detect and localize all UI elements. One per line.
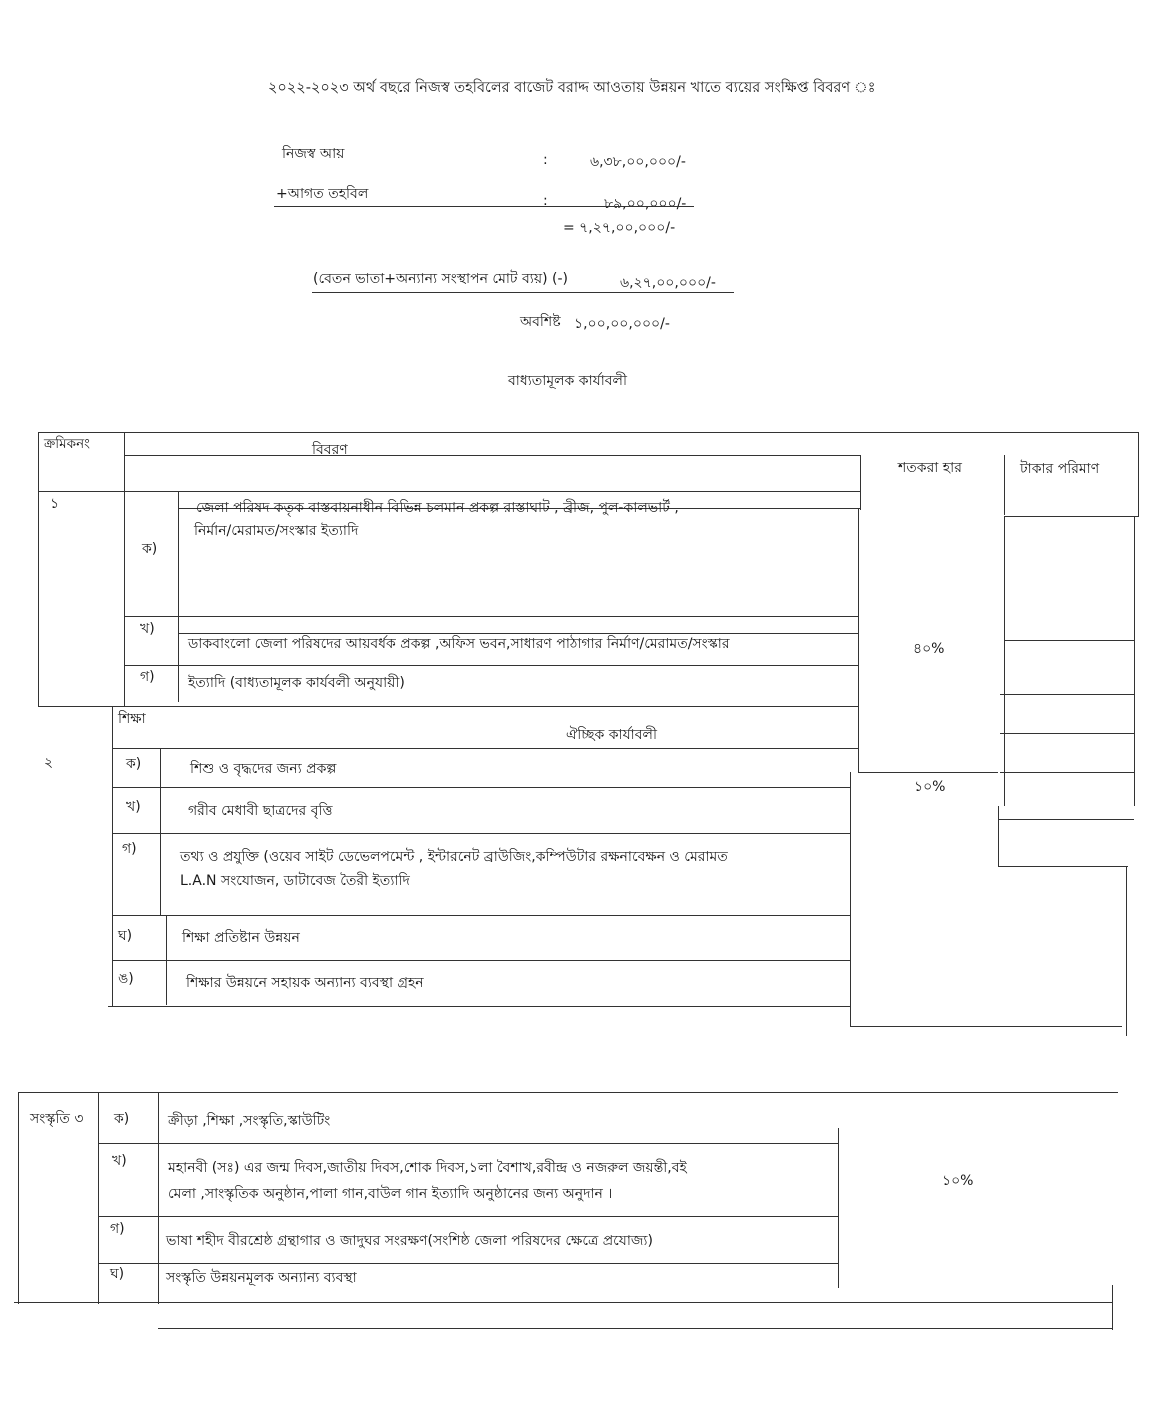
section1-item-label: গ): [140, 669, 155, 685]
section1-serial: ১: [50, 496, 60, 512]
mandatory-section-title: বাধ্যতামূলক কার্যাবলী: [508, 373, 627, 389]
own-income-value: ৬,৩৮,০০,০০০/-: [590, 154, 686, 170]
section2-item-text: তথ্য ও প্রযুক্তি (ওয়েব সাইট ডেভেলপমেন্ট , ইন্টারনেট ব্রাউজিং,কম্পিউটার রক্ষনাবেক্ষন ও মেরামত: [180, 849, 728, 865]
section1-item-label: খ): [140, 621, 155, 637]
carry-fund-value: ৮৯,০০,০০০/-: [604, 196, 687, 212]
section2-category: শিক্ষা: [118, 711, 146, 727]
section1-item-text: জেলা পরিষদ কতৃক বাস্তবায়নাধীন বিভিন্ন চলমান প্রকল্প রাস্তাঘাট , ব্রীজ, পুল-কালভার্ট ,: [196, 500, 679, 516]
header-amount: টাকার পরিমাণ: [1020, 461, 1100, 477]
section2-item-text: গরীব মেধাবী ছাত্রদের বৃত্তি: [188, 803, 333, 819]
section2-percentage: ১০%: [914, 779, 946, 795]
remaining-label: অবশিষ্ট: [520, 314, 561, 330]
own-income-label: নিজস্ব আয়: [282, 146, 345, 162]
section2-item-text: শিশু ও বৃদ্ধদের জন্য প্রকল্প: [190, 761, 337, 777]
document-title: ২০২২-২০২৩ অর্থ বছরে নিজস্ব তহবিলের বাজেট বরাদ্দ আওতায় উন্নয়ন খাতে ব্যয়ের সংক্ষিপ্ত বিবরণ ঃ: [268, 80, 876, 96]
own-income-separator: :: [543, 152, 548, 168]
carry-fund-underline: [274, 206, 694, 207]
total-fund-value: = ৭,২৭,০০,০০০/-: [563, 220, 676, 236]
carry-fund-label: +আগত তহবিল: [276, 186, 369, 202]
section2-item-label: ক): [126, 756, 142, 772]
section3-item-label: ঘ): [110, 1266, 125, 1282]
section3-item-text: ক্রীড়া ,শিক্ষা ,সংস্কৃতি,স্কাউটিং: [168, 1113, 331, 1129]
section3-item-label: ক): [114, 1111, 130, 1127]
section2-item-label: ঘ): [118, 928, 133, 944]
expense-value: ৬,২৭,০০,০০০/-: [620, 275, 716, 291]
section3-item-text: মেলা ,সাংস্কৃতিক অনুষ্ঠান,পালা গান,বাউল গান ইত্যাদি অনুষ্ঠানের জন্য অনুদান ।: [168, 1186, 613, 1202]
header-description: বিবরণ: [312, 442, 348, 458]
header-serial: ক্রমিকনং: [44, 436, 90, 452]
section1-item-text: ইত্যাদি (বাধ্যতামূলক কার্যবলী অনুযায়ী): [188, 675, 405, 691]
section2-item-text: শিক্ষার উন্নয়নে সহায়ক অন্যান্য ব্যবস্থা গ্রহন: [186, 975, 424, 991]
header-percentage: শতকরা হার: [898, 460, 962, 476]
section1-percentage: ৪০%: [913, 641, 945, 657]
section3-item-label: গ): [110, 1221, 125, 1237]
section3-serial: সংস্কৃতি ৩: [30, 1111, 84, 1127]
section2-item-label: ঙ): [118, 971, 134, 987]
carry-fund-separator: :: [543, 193, 548, 209]
section2-item-label: গ): [122, 841, 137, 857]
section3-item-label: খ): [112, 1153, 127, 1169]
section3-percentage: ১০%: [942, 1173, 974, 1189]
section3-item-text: মহানবী (সঃ) এর জন্ম দিবস,জাতীয় দিবস,শোক দিবস,১লা বৈশাখ,রবীন্দ্র ও নজরুল জয়ন্তী,বই: [168, 1160, 687, 1176]
remaining-value: ১,০০,০০,০০০/-: [574, 316, 670, 332]
section2-item-label: খ): [126, 799, 141, 815]
section1-item-label: ক): [142, 541, 158, 557]
section2-item-text: L.A.N সংযোজন, ডাটাবেজ তৈরী ইত্যাদি: [180, 873, 410, 889]
expense-underline: [312, 292, 734, 293]
expense-label: (বেতন ভাতা+অন্যান্য সংস্থাপন মোট ব্যয়) (-): [313, 271, 568, 287]
section3-item-text: ভাষা শহীদ বীরশ্রেষ্ঠ গ্রন্থাগার ও জাদুঘর সংরক্ষণ(সংশিষ্ঠ জেলা পরিষদের ক্ষেত্রে প্রযোজ্য): [166, 1233, 653, 1249]
optional-section-title: ঐচ্ছিক কার্যাবলী: [566, 727, 657, 743]
section2-serial: ২: [44, 755, 54, 771]
section1-item-text: নির্মান/মেরামত/সংস্কার ইত্যাদি: [194, 523, 359, 539]
section1-item-text: ডাকবাংলো জেলা পরিষদের আয়বর্ধক প্রকল্প ,অফিস ভবন,সাধারণ পাঠাগার নির্মাণ/মেরামত/সংস্কার: [188, 636, 730, 652]
section3-item-text: সংস্কৃতি উন্নয়নমূলক অন্যান্য ব্যবস্থা: [166, 1270, 357, 1286]
section2-item-text: শিক্ষা প্রতিষ্টান উন্নয়ন: [182, 930, 300, 946]
